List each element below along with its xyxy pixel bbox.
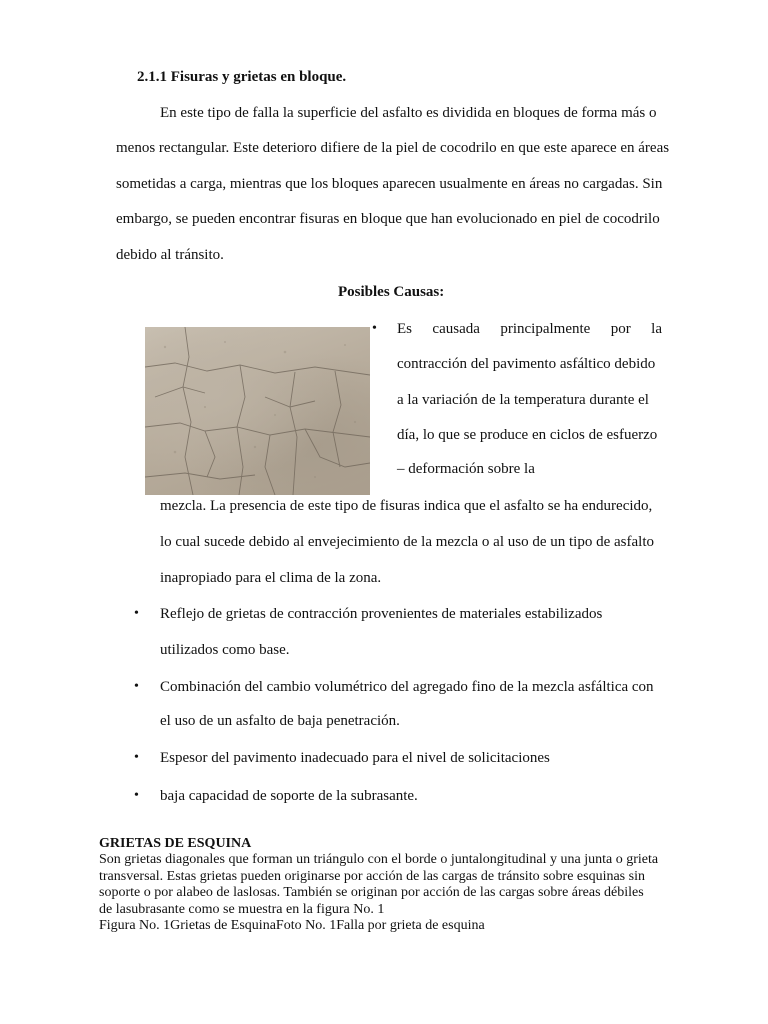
section-heading: 2.1.1 Fisuras y grietas en bloque.	[137, 69, 347, 85]
cause-1-line-1: Es causada principalmente por la	[397, 321, 662, 337]
cracked-pavement-photo	[145, 327, 370, 495]
cause-1-line-4: día, lo que se produce en ciclos de esfuerzo	[397, 427, 658, 443]
cause-1-line-2: contracción del pavimento asfáltico debido	[397, 356, 656, 372]
cause-3-line-2: el uso de un asfalto de baja penetración.	[160, 713, 400, 729]
corner-line-1: Son grietas diagonales que forman un triángulo con el borde o juntalongitudinal y una junta o grieta	[99, 852, 659, 867]
cause-1-cont-line-3: inapropiado para el clima de la zona.	[160, 570, 382, 586]
corner-cracks-heading: GRIETAS DE ESQUINA	[99, 836, 252, 851]
cause-1-cont-line-1: mezcla. La presencia de este tipo de fisuras indica que el asfalto se ha endurecido,	[160, 498, 653, 514]
intro-line-5: debido al tránsito.	[116, 247, 224, 263]
bullet-icon: •	[134, 788, 139, 803]
corner-line-2: transversal. Estas grietas pueden originarse por acción de las cargas de tránsito sobre esquinas sin	[99, 869, 645, 884]
cause-4: Espesor del pavimento inadecuado para el nivel de solicitaciones	[160, 750, 550, 766]
cause-1-line-3: a la variación de la temperatura durante el	[397, 392, 649, 408]
cause-1-cont-line-2: lo cual sucede debido al envejecimiento de la mezcla o al uso de un tipo de asfalto	[160, 534, 654, 550]
intro-line-1: En este tipo de falla la superficie del asfalto es dividida en bloques de forma más o	[160, 105, 657, 121]
cause-5: baja capacidad de soporte de la subrasante.	[160, 788, 418, 804]
intro-line-4: embargo, se pueden encontrar fisuras en bloque que han evolucionado en piel de cocodrilo	[116, 211, 660, 227]
cause-2-line-2: utilizados como base.	[160, 642, 290, 658]
bullet-icon: •	[134, 750, 139, 765]
corner-line-4: de lasubrasante como se muestra en la figura No. 1	[99, 902, 385, 917]
figure-caption: Figura No. 1Grietas de EsquinaFoto No. 1Falla por grieta de esquina	[99, 918, 485, 933]
bullet-icon: •	[134, 606, 139, 621]
cause-3-line-1: Combinación del cambio volumétrico del agregado fino de la mezcla asfáltica con	[160, 679, 654, 695]
intro-line-3: sometidas a carga, mientras que los bloques aparecen usualmente en áreas no cargadas. Sin	[116, 176, 663, 192]
bullet-icon: •	[134, 679, 139, 694]
bullet-icon: •	[372, 321, 377, 336]
cause-1-line-5: – deformación sobre la	[397, 461, 535, 477]
causes-heading: Posibles Causas:	[338, 284, 445, 300]
corner-line-3: soporte o por alabeo de laslosas. También se originan por acción de las cargas sobre áreas débiles	[99, 885, 644, 900]
cause-2-line-1: Reflejo de grietas de contracción provenientes de materiales estabilizados	[160, 606, 603, 622]
intro-line-2: menos rectangular. Este deterioro difiere de la piel de cocodrilo en que este aparece en áreas	[116, 140, 670, 156]
